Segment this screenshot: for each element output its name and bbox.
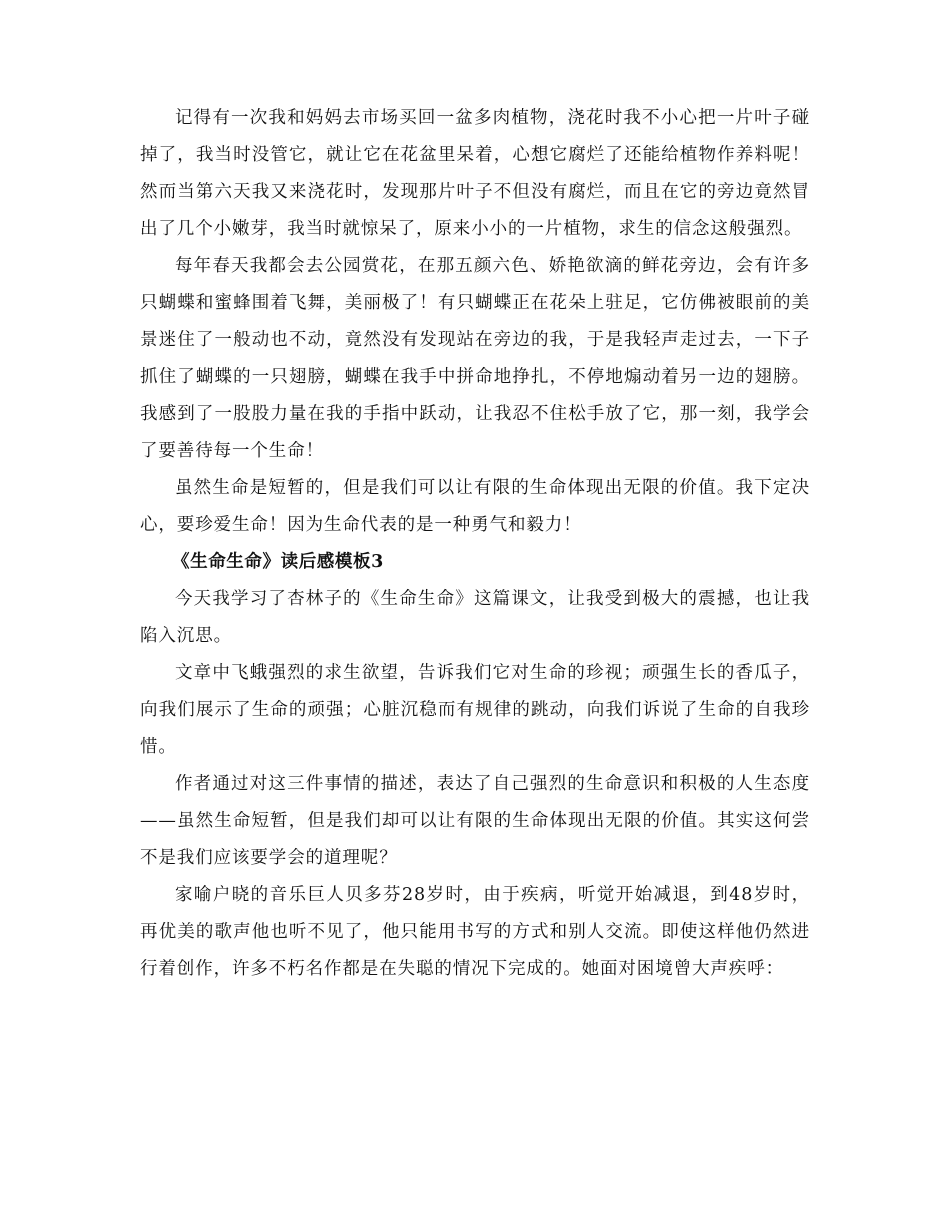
section-heading: 《生命生命》读后感模板3 (172, 552, 384, 572)
paragraph-beethoven: 家喻户晓的音乐巨人贝多芬28岁时，由于疾病，听觉开始减退，到48岁时，再优美的歌声他也听不见了，他只能用书写的方式和别人交流。即使这样他仍然进行着创作，许多不朽名作都是在失聪的情况下完成的。她面对困境曾大声疾呼： (140, 885, 810, 979)
paragraph-cherish-life: 虽然生命是短暂的，但是我们可以让有限的生命体现出无限的价值。我下定决心，要珍爱生命！因为生命代表的是一种勇气和毅力！ (140, 478, 810, 535)
paragraph-butterfly: 每年春天我都会去公园赏花，在那五颜六色、娇艳欲滴的鲜花旁边，会有许多只蝴蝶和蜜蜂围着飞舞，美丽极了！有只蝴蝶正在花朵上驻足，它仿佛被眼前的美景迷住了一般动也不动，竟然没有发现站在旁边的我，于是我轻声走过去，一下子抓住了蝴蝶的一只翅膀，蝴蝶在我手中拼命地挣扎，不停地煽动着另一边的翅膀。我感到了一股股力量在我的手指中跃动，让我忍不住松手放了它，那一刻，我学会了要善待每一个生命！ (140, 256, 810, 461)
paragraph-lesson-intro: 今天我学习了杏林子的《生命生命》这篇课文，让我受到极大的震撼，也让我陷入沉思。 (140, 589, 810, 646)
paragraph-moth-seed-heart: 文章中飞蛾强烈的求生欲望，告诉我们它对生命的珍视；顽强生长的香瓜子，向我们展示了生命的顽强；心脏沉稳而有规律的跳动，向我们诉说了生命的自我珍惜。 (140, 663, 810, 757)
paragraph-succulent: 记得有一次我和妈妈去市场买回一盆多肉植物，浇花时我不小心把一片叶子碰掉了，我当时没管它，就让它在花盆里呆着，心想它腐烂了还能给植物作养料呢！然而当第六天我又来浇花时，发现那片叶子不但没有腐烂，而且在它的旁边竟然冒出了几个小嫩芽，我当时就惊呆了，原来小小的一片植物，求生的信念这般强烈。 (140, 108, 810, 239)
paragraph-author-attitude: 作者通过对这三件事情的描述，表达了自己强烈的生命意识和积极的人生态度——虽然生命短暂，但是我们却可以让有限的生命体现出无限的价值。其实这何尝不是我们应该要学会的道理呢？ (140, 774, 810, 868)
